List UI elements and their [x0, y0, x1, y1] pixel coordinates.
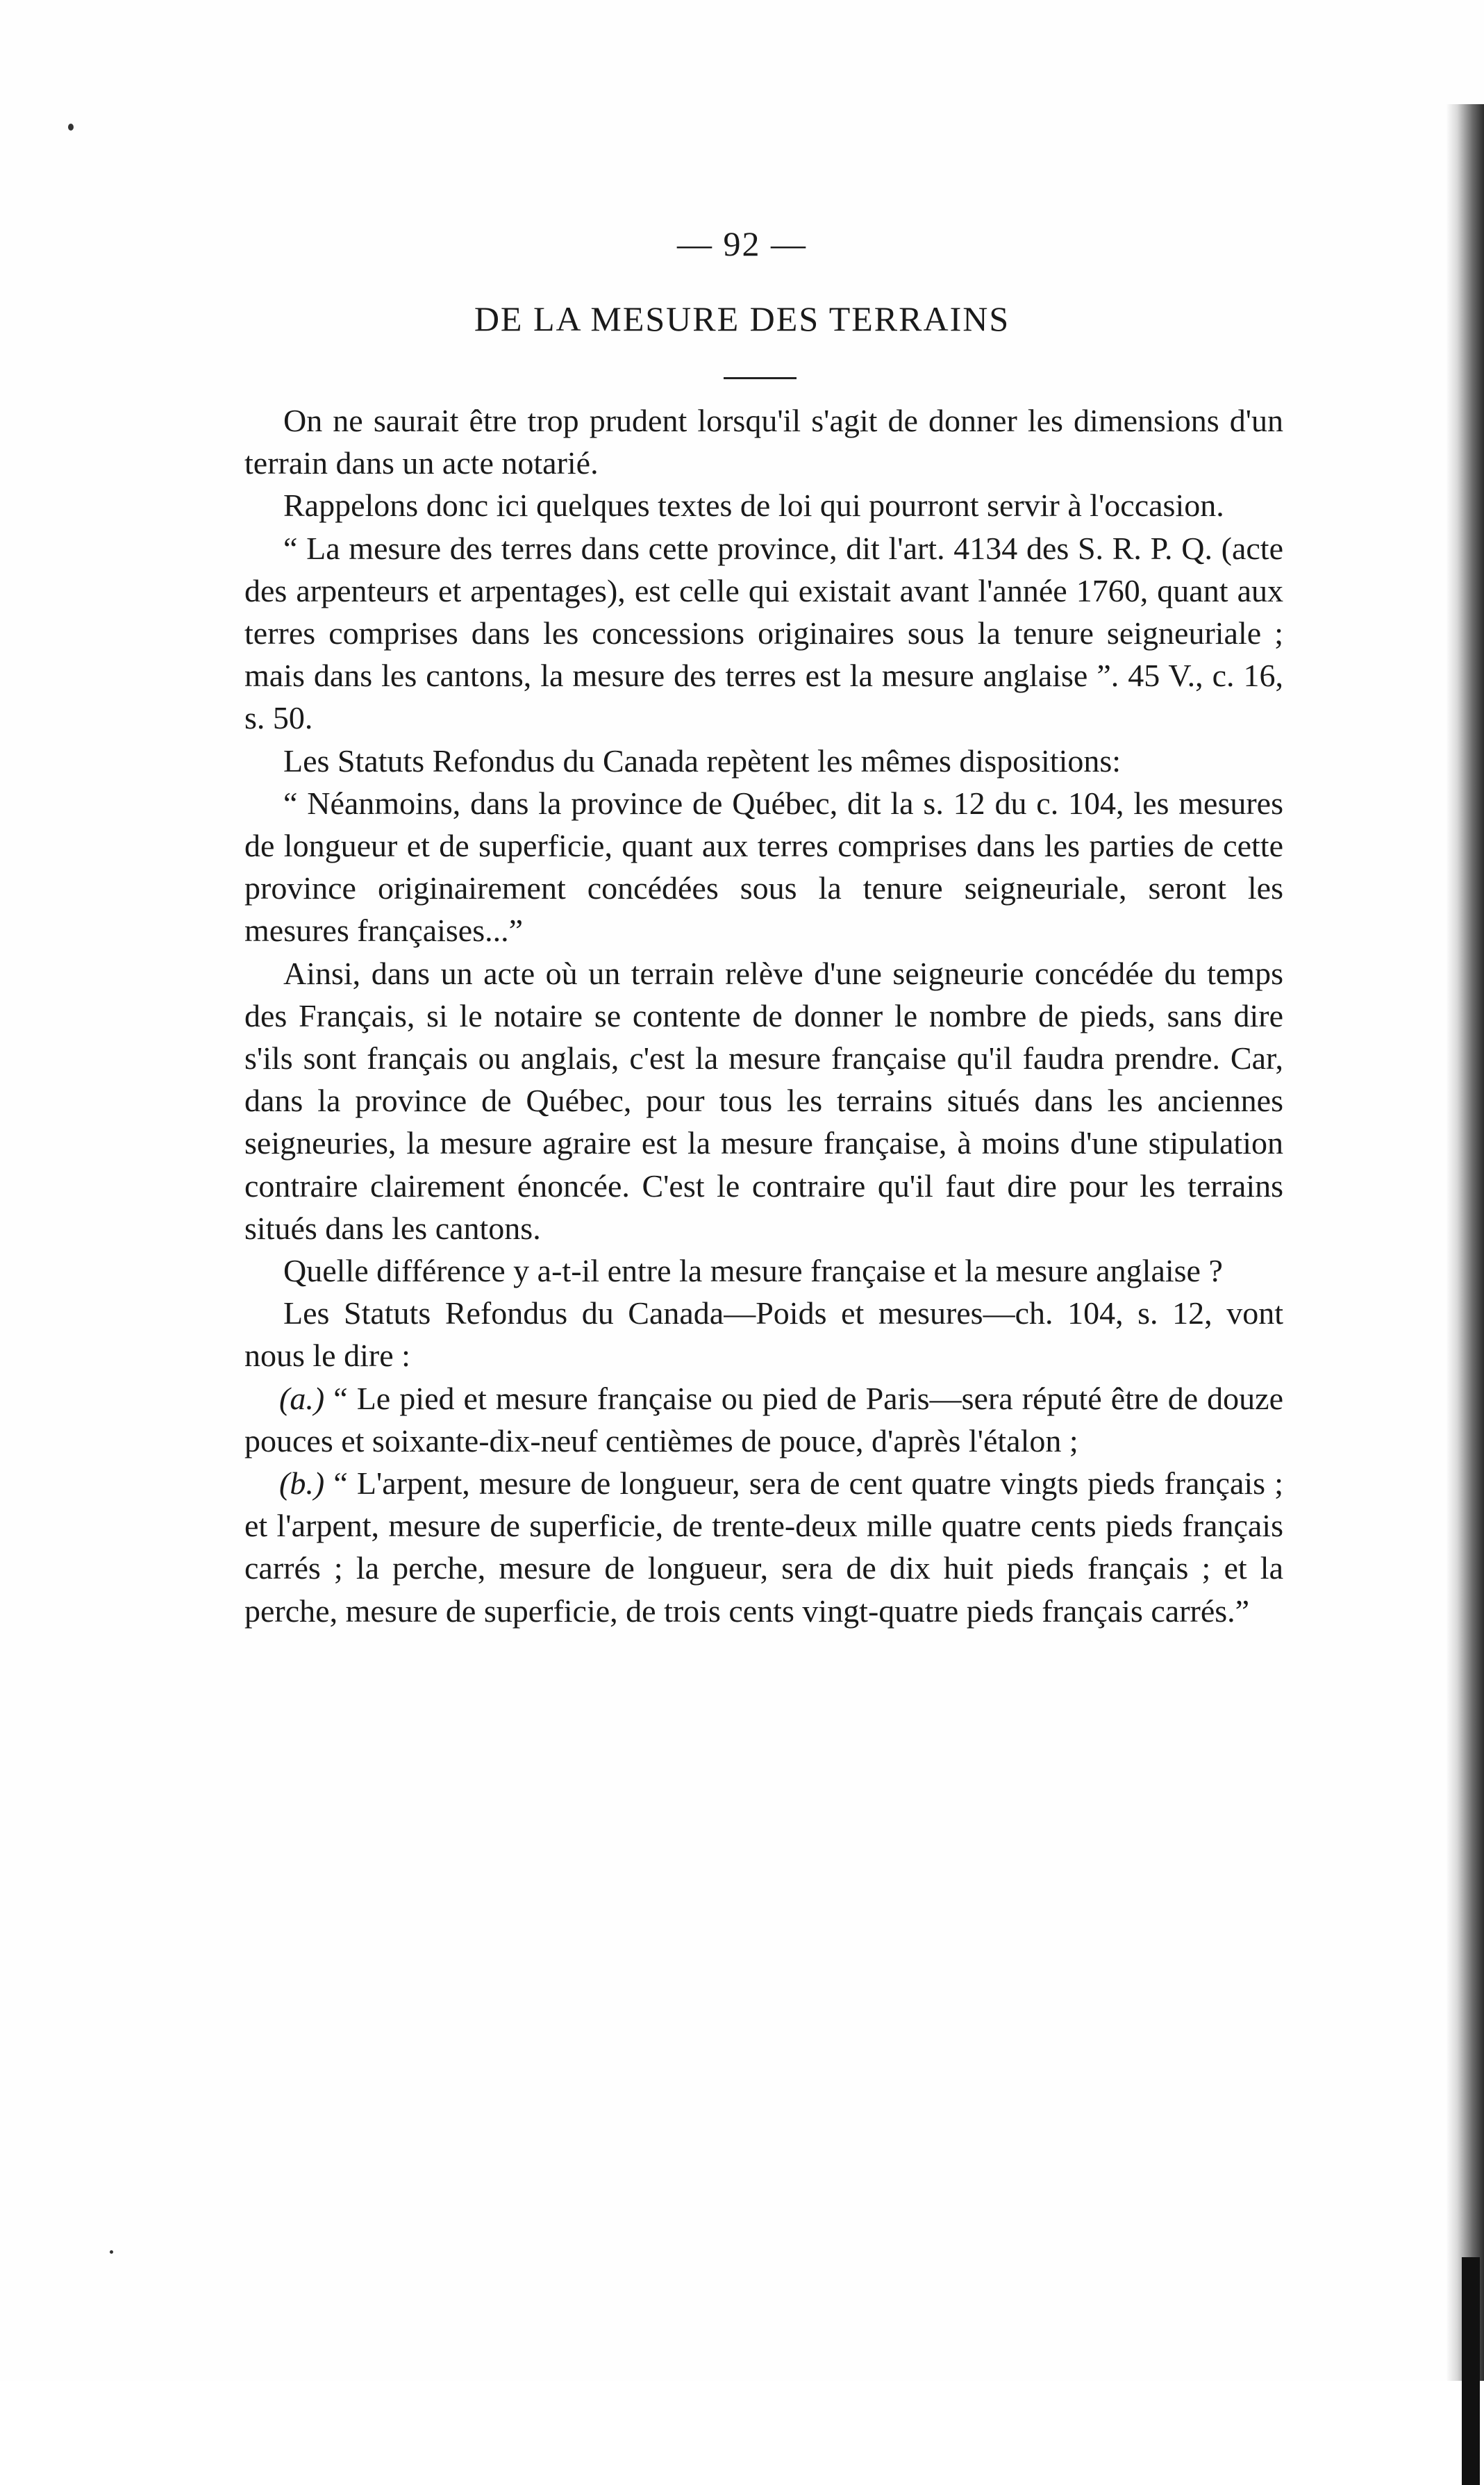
paragraph: “ Néanmoins, dans la province de Québec, dit la s. 12 du c. 104, les mesures de longueur et de superficie, quant aux terres comprises dans les parties de cette province originairement concédées sous la tenure seigneuriale, seront les mesures françaises...” — [244, 785, 1283, 949]
item-text: “ Le pied et mesure française ou pied de Paris—sera réputé être de douze pouces et soixante-dix-neuf centièmes de pouce, d'après l'étalon ; — [244, 1380, 1284, 1458]
scan-edge-dark — [1462, 2257, 1480, 2485]
page-title: DE LA MESURE DES TERRAINS — [474, 299, 1010, 338]
ink-speck — [68, 124, 74, 131]
list-item — [244, 1462, 1283, 1632]
item-marker: (a.) — [279, 1380, 325, 1416]
paragraph: “ La mesure des terres dans cette province, dit l'art. 4134 des S. R. P. Q. (acte des arpenteurs et arpentages), est celle qui existait avant l'année 1760, quant aux terres comprises dans les concessions originaires sous la tenure seigneuriale ; mais dans les cantons, la mesure des terres est la mesure anglaise ”. 45 V., c. 16, s. 50. — [244, 530, 1283, 736]
ink-speck — [110, 2250, 113, 2254]
paragraph: Les Statuts Refondus du Canada—Poids et mesures—ch. 104, s. 12, vont nous le dire : — [244, 1295, 1283, 1374]
title-rule — [724, 377, 797, 379]
paragraph: On ne saurait être trop prudent lorsqu'il s'agit de donner les dimensions d'un terrain dans un acte notarié. — [244, 403, 1283, 481]
paragraph: Quelle différence y a-t-il entre la mesure française et la mesure anglaise ? — [283, 1253, 1223, 1289]
paragraph: Les Statuts Refondus du Canada repètent les mêmes dispositions: — [283, 742, 1122, 779]
item-marker: (b.) — [279, 1465, 325, 1502]
scan-edge-shadow — [1446, 104, 1484, 2381]
page-number: — 92 — — [677, 224, 807, 263]
item-text: “ L'arpent, mesure de longueur, sera de cent quatre vingts pieds français ; et l'arpent, mesure de superficie, de trente-deux mille quatre cents pieds français carrés ; la perche, mesure de longueur, sera de dix huit pieds français ; et la perche, mesure de superficie, de trois cents vingt-quatre pieds français carrés.” — [244, 1465, 1284, 1629]
list-item — [244, 1377, 1283, 1462]
paragraph: Rappelons donc ici quelques textes de loi qui pourront servir à l'occasion. — [283, 488, 1224, 524]
body-text — [244, 399, 1283, 1632]
paragraph: Ainsi, dans un acte où un terrain relève d'une seigneurie concédée du temps des Français, si le notaire se contente de donner le nombre de pieds, sans dire s'ils sont français ou anglais, c'est la mesure française qu'il faudra prendre. Car, dans la province de Québec, pour tous les terrains situés dans les anciennes seigneuries, la mesure agraire est la mesure française, à moins d'une stipulation contraire clairement énoncée. C'est le contraire qu'il faut dire pour les terrains situés dans les cantons. — [244, 955, 1283, 1246]
